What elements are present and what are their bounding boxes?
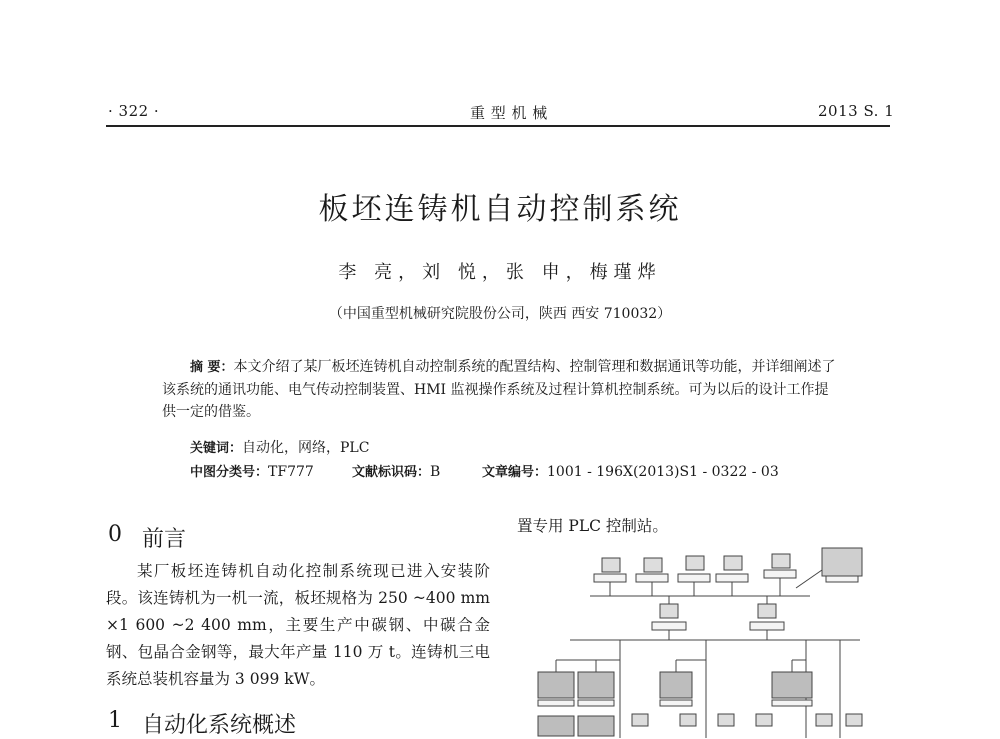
workstation-icon (636, 558, 668, 582)
workstation-icon (846, 714, 862, 726)
author-list: 李 亮，刘 悦，张 申，梅瑾烨 (338, 262, 662, 283)
workstation-icon (764, 554, 796, 578)
paper-title: 板坯连铸机自动控制系统 (318, 192, 682, 227)
header-rule (106, 125, 890, 127)
clc-number (190, 461, 314, 480)
abstract-label: 摘 要： (190, 360, 234, 375)
section-1-title: 自动化系统概述 (142, 713, 297, 738)
section-0-body: 某厂板坯连铸机自动化控制系统现已进入安装阶段。该连铸机为一机一流，板坯规格为 250 ~400 mm ×1 600 ~2 400 mm，主要生产中碳钢、中碳合金钢、包晶合金钢等，最大年产量 110 万 t。连铸机三电系统总装机容量为 3 099 kW。 (106, 562, 490, 688)
server-icon (652, 604, 686, 630)
plc-cabinet-icon (772, 672, 812, 706)
doc-label: 文献标识码： (352, 465, 431, 480)
plc-cabinet-icon (538, 672, 574, 706)
section-1-number: 1 (108, 708, 122, 733)
abstract-text: 本文介绍了某厂板坯连铸机自动控制系统的配置结构、控制管理和数据通讯等功能，并详细阐述了该系统的通讯功能、电气传动控制装置、HMI 监视操作系统及过程计算机控制系统。可为以后的设计工作提供一定的借鉴。 (162, 359, 836, 420)
issue-number: 2013 S. 1 (818, 102, 895, 120)
journal-name: 重 型 机 械 (470, 104, 548, 122)
keywords-label: 关键词： (190, 441, 243, 456)
article-number (482, 461, 779, 480)
page-number: · 322 · (108, 102, 160, 120)
workstation-icon (716, 556, 748, 582)
plc-cabinet-icon (538, 716, 574, 736)
workstation-icon (816, 714, 832, 726)
section-0-number: 0 (108, 522, 122, 547)
workstation-icon (678, 556, 710, 582)
keywords (190, 437, 369, 457)
workstation-icon (594, 558, 626, 582)
affiliation: （中国重型机械研究院股份公司，陕西 西安 710032） (328, 306, 672, 322)
doc-code (352, 461, 440, 480)
network-diagram-figure (520, 540, 880, 738)
clc-value: TF777 (268, 464, 314, 480)
article-value: 1001 - 196X(2013)S1 - 0322 - 03 (547, 464, 779, 480)
plc-cabinet-icon (578, 672, 614, 706)
plc-cabinet-icon (660, 672, 692, 706)
article-label: 文章编号： (482, 465, 548, 480)
clc-label: 中图分类号： (190, 465, 269, 480)
workstation-icon (632, 714, 648, 726)
keywords-text: 自动化，网络，PLC (242, 440, 370, 456)
workstation-icon (756, 714, 772, 726)
section-0-title: 前言 (142, 527, 187, 552)
plc-cabinet-icon (578, 716, 614, 736)
workstation-icon (718, 714, 734, 726)
workstation-icon (680, 714, 696, 726)
abstract (162, 356, 838, 423)
printer-icon (822, 548, 862, 582)
server-icon (750, 604, 784, 630)
doc-value: B (430, 464, 441, 480)
right-column-text: 置专用 PLC 控制站。 (517, 517, 668, 535)
